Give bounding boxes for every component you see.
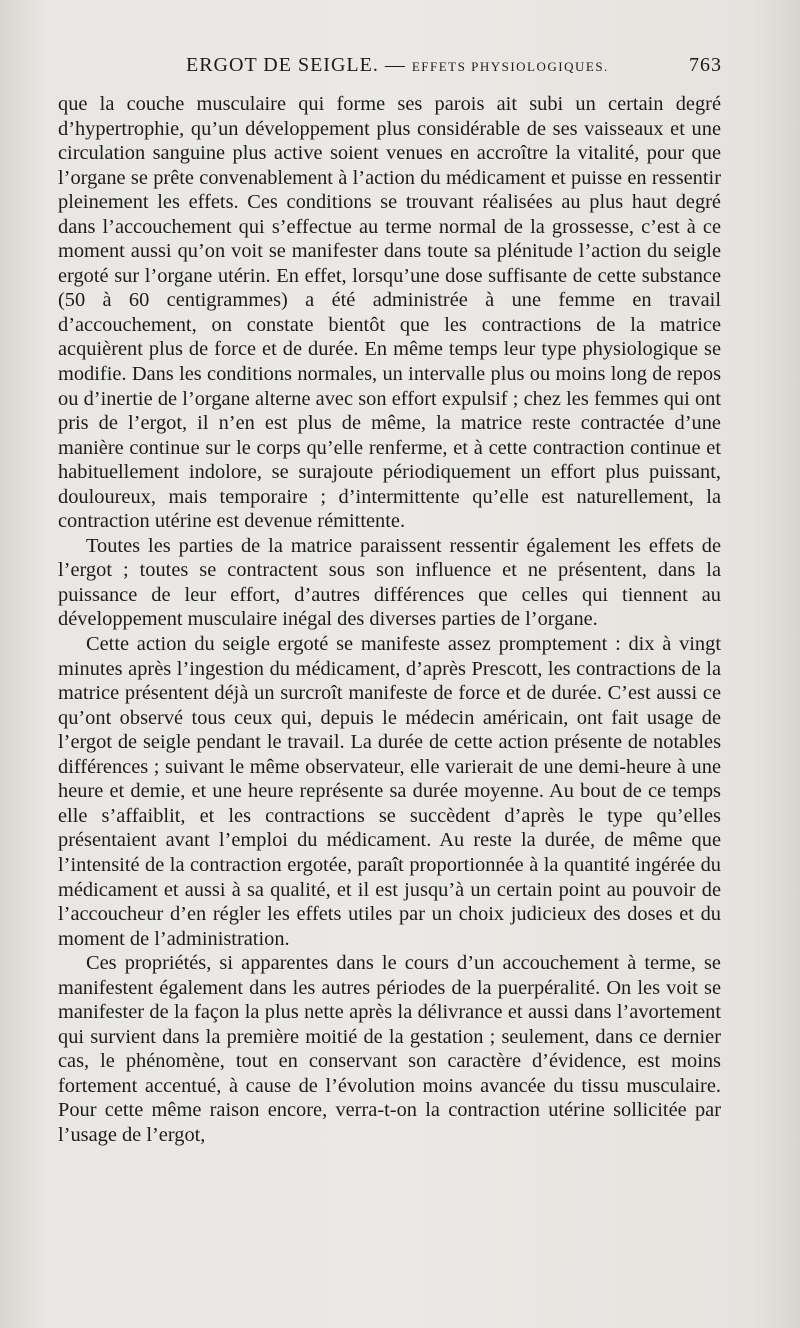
running-title [186,54,609,77]
paragraph: Ces propriétés, si apparentes dans le cours d’un accouchement à terme, se manifestent également dans les autres périodes de la puerpéralité. On les voit se manifester de la façon la plus nette après la délivrance et aussi dans l’avortement qui survient dans la première moitié de la gestation ; seulement, dans ce dernier cas, le phénomène, tout en conservant son caractère d’évidence, est moins fortement accentué, à cause de l’évolution moins avancée du tissu musculaire. Pour cette même raison encore, verra-t-on la contraction utérine sollicitée par l’usage de l’ergot, [58,952,721,1146]
section-subtitle: EFFETS PHYSIOLOGIQUES. [411,59,609,74]
title-separator: — [384,54,406,76]
paragraph: que la couche musculaire qui forme ses parois ait subi un certain degré d’hypertrophie, qu’un développement plus considérable de ses vaisseaux et une circulation sanguine plus active soient venues en accroître la vitalité, pour que l’organe se prête convenablement à l’action du médicament et puisse en ressentir pleinement les effets. Ces conditions se trouvant réalisées au plus haut degré dans l’accouchement qui s’effectue au terme normal de la grossesse, c’est à ce moment aussi qu’on voit se manifester dans toute sa plénitude l’action du seigle ergoté sur l’organe utérin. En effet, lorsqu’une dose suffisante de cette substance (50 à 60 centigrammes) a été administrée à une femme en travail d’accouchement, on constate bientôt que les contractions de la matrice acquièrent plus de force et de durée. En même temps leur type physiologique se modifie. Dans les conditions normales, un intervalle plus ou moins long de repos ou d’inertie de l’organe alterne avec son effort expulsif ; chez les femmes qui ont pris de l’ergot, il n’en est plus de même, la matrice reste contractée d’une manière continue sur le corps qu’elle renferme, et à cette contraction continue et habituellement indolore, se surajoute périodiquement un effort plus puissant, douloureux, mais temporaire ; d’intermittente qu’elle est naturellement, la contraction utérine est devenue rémittente. [58,93,721,533]
paragraph: Toutes les parties de la matrice paraissent ressentir également les effets de l’ergot ; toutes se contractent sous son influence et ne présentent, dans la puissance de leur effort, d’autres différences que celles qui tiennent au développement musculaire inégal des diverses parties de l’organe. [58,534,721,631]
running-header [58,54,722,82]
body-text [58,92,721,1148]
page-number: 763 [689,54,722,76]
paragraph: Cette action du seigle ergoté se manifeste assez promptement : dix à vingt minutes après l’ingestion du médicament, d’après Prescott, les contractions de la matrice présentent déjà un surcroît manifeste de force et de durée. C’est aussi ce qu’ont observé tous ceux qui, depuis le médecin américain, ont fait usage de l’ergot de seigle pendant le travail. La durée de cette action présente de notables différences ; suivant le même observateur, elle varierait de une demi-heure à une heure et demie, et une heure représente sa durée moyenne. Au bout de ce temps elle s’affaiblit, et les contractions se succèdent d’après le type qu’elles présentaient avant l’emploi du médicament. Au reste la durée, de même que l’intensité de la contraction ergotée, paraît proportionnée à la quantité ingérée du médicament et aussi à sa qualité, et il est jusqu’à un certain point au pouvoir de l’accoucheur d’en régler les effets utiles par un choix judicieux des doses et du moment de l’administration. [58,633,721,950]
chapter-title: ERGOT DE SEIGLE. [186,54,379,76]
